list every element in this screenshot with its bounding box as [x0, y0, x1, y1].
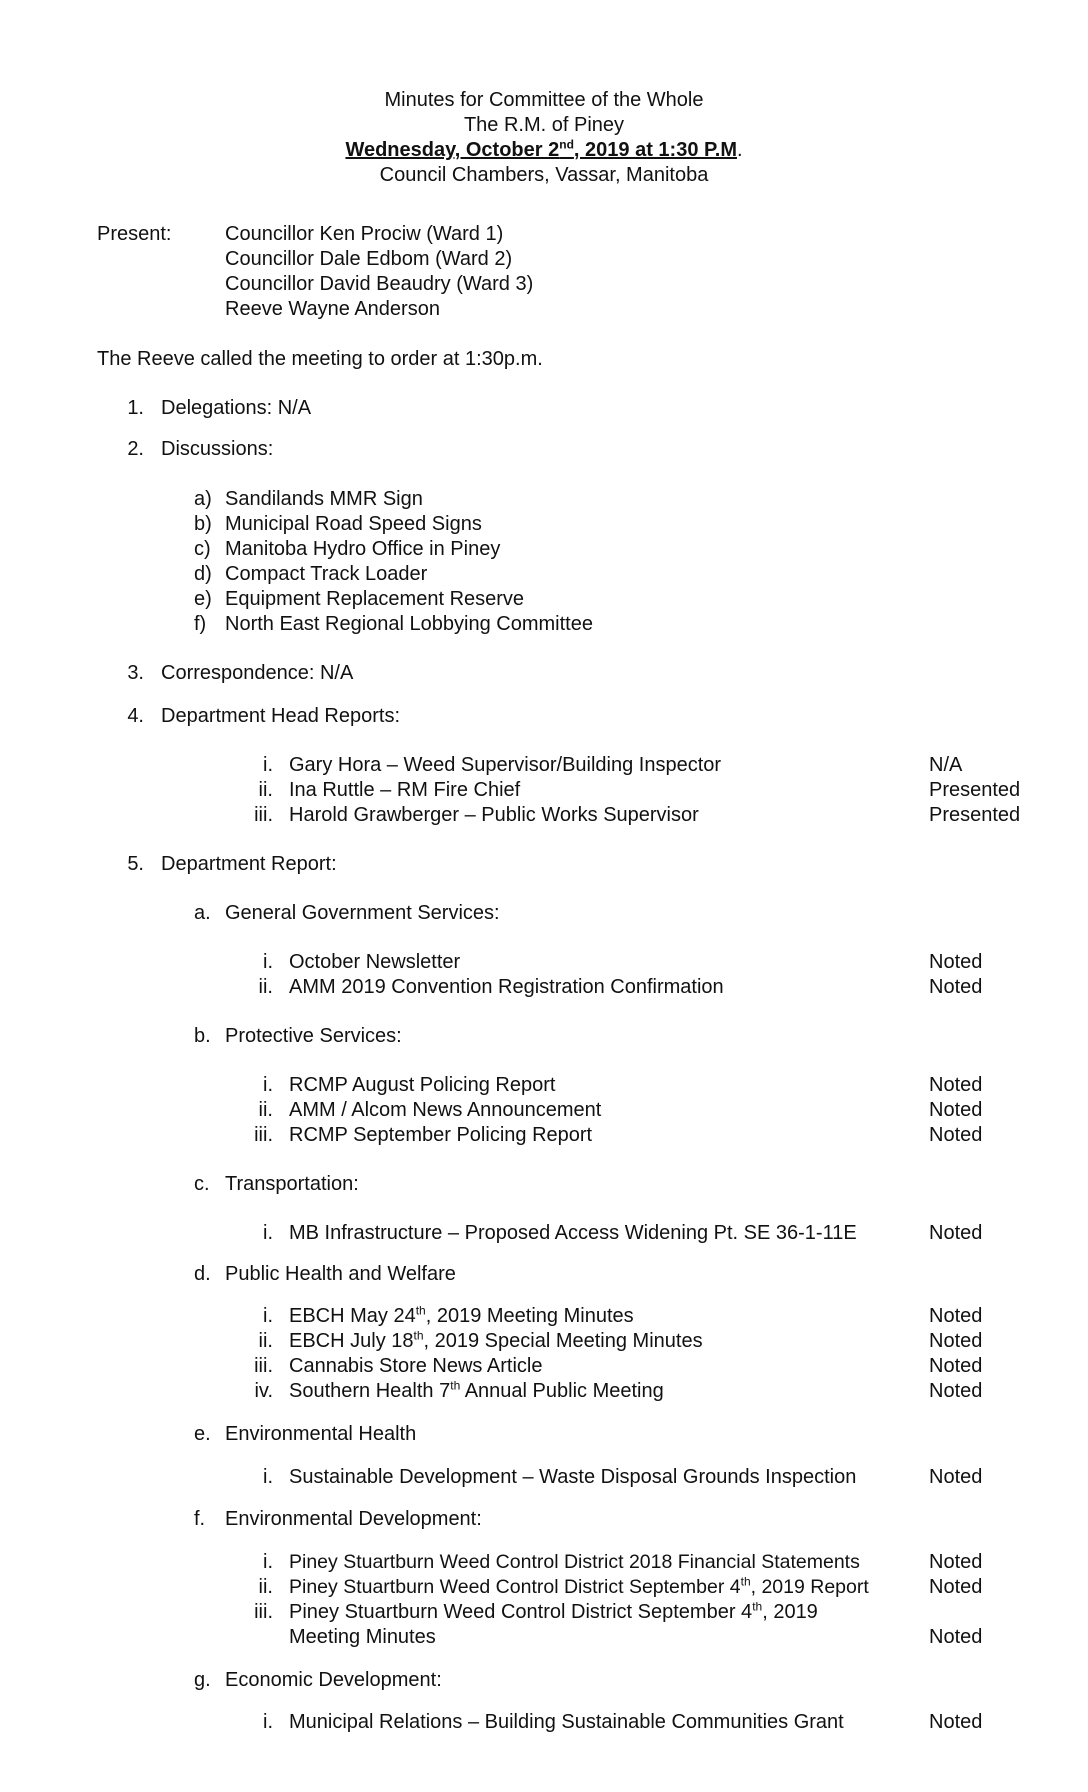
- present-name: Reeve Wayne Anderson: [225, 298, 440, 320]
- present-name: Councillor Ken Prociw (Ward 1): [225, 223, 504, 245]
- report-status: Noted: [929, 1355, 983, 1377]
- item-number: 1.: [127, 397, 144, 419]
- section-general-government: General Government Services:: [225, 902, 500, 924]
- report-status: Noted: [929, 1551, 983, 1573]
- item-discussions: Discussions:: [161, 438, 274, 460]
- report-status: Noted: [929, 1330, 983, 1352]
- present-label: Present:: [97, 223, 172, 245]
- list-letter: a): [194, 488, 212, 510]
- report-item: EBCH July 18th, 2019 Special Meeting Minutes: [289, 1328, 703, 1352]
- report-status: N/A: [929, 754, 963, 776]
- header-title: Minutes for Committee of the Whole: [384, 89, 704, 111]
- report-status: Noted: [929, 1124, 983, 1146]
- roman-numeral: ii.: [258, 976, 273, 998]
- report-item: AMM / Alcom News Announcement: [289, 1099, 602, 1121]
- item-number: 4.: [127, 705, 144, 727]
- report-item: Cannabis Store News Article: [289, 1355, 543, 1377]
- roman-numeral: iii.: [254, 1124, 273, 1146]
- report-item: RCMP August Policing Report: [289, 1074, 556, 1096]
- report-item: Municipal Relations – Building Sustainable Communities Grant: [289, 1711, 844, 1733]
- section-letter: f.: [194, 1508, 206, 1530]
- report-item: Piney Stuartburn Weed Control District September 4th, 2019: [289, 1599, 818, 1623]
- header-location: Council Chambers, Vassar, Manitoba: [379, 164, 709, 186]
- discussion-item: Equipment Replacement Reserve: [225, 588, 525, 610]
- section-environmental-development: Environmental Development:: [225, 1508, 482, 1530]
- report-item: Gary Hora – Weed Supervisor/Building Inspector: [289, 754, 722, 776]
- header-date: Wednesday, October 2nd, 2019 at 1:30 P.M: [345, 137, 737, 161]
- item-number: 2.: [127, 438, 144, 460]
- roman-numeral: i.: [263, 1222, 273, 1244]
- item-number: 5.: [127, 853, 144, 875]
- report-status: Noted: [929, 1711, 983, 1733]
- item-department-head-reports: Department Head Reports:: [161, 705, 401, 727]
- report-status: Noted: [929, 1466, 983, 1488]
- section-economic-development: Economic Development:: [225, 1669, 442, 1691]
- roman-numeral: ii.: [258, 1576, 273, 1598]
- roman-numeral: ii.: [258, 1330, 273, 1352]
- report-item: Piney Stuartburn Weed Control District September 4th, 2019 Report: [289, 1574, 869, 1598]
- header-municipality: The R.M. of Piney: [463, 114, 625, 136]
- discussion-item: Sandilands MMR Sign: [225, 488, 423, 510]
- section-letter: b.: [194, 1025, 211, 1047]
- report-item: Piney Stuartburn Weed Control District 2018 Financial Statements: [289, 1551, 860, 1573]
- report-status: Noted: [929, 1380, 983, 1402]
- roman-numeral: iii.: [254, 804, 273, 826]
- discussion-item: North East Regional Lobbying Committee: [225, 613, 593, 635]
- report-item: AMM 2019 Convention Registration Confirmation: [289, 976, 724, 998]
- section-environmental-health: Environmental Health: [225, 1423, 417, 1445]
- section-letter: a.: [194, 902, 211, 924]
- roman-numeral: i.: [263, 1466, 273, 1488]
- list-letter: b): [194, 513, 212, 535]
- report-item: RCMP September Policing Report: [289, 1124, 593, 1146]
- report-status: Noted: [929, 1099, 983, 1121]
- report-status: Presented: [929, 804, 1021, 826]
- section-protective-services: Protective Services:: [225, 1025, 402, 1047]
- list-letter: c): [194, 538, 211, 560]
- report-status: Noted: [929, 1222, 983, 1244]
- list-letter: d): [194, 563, 212, 585]
- roman-numeral: ii.: [258, 779, 273, 801]
- present-name: Councillor Dale Edbom (Ward 2): [225, 248, 513, 270]
- report-item: Southern Health 7th Annual Public Meeting: [289, 1378, 664, 1402]
- section-transportation: Transportation:: [225, 1173, 359, 1195]
- roman-numeral: iii.: [254, 1601, 273, 1623]
- report-status: Noted: [929, 1576, 983, 1598]
- section-public-health: Public Health and Welfare: [225, 1263, 456, 1285]
- item-correspondence: Correspondence: N/A: [161, 662, 354, 684]
- section-letter: c.: [194, 1173, 210, 1195]
- report-item: MB Infrastructure – Proposed Access Widening Pt. SE 36-1-11E: [289, 1222, 857, 1244]
- report-status: Presented: [929, 779, 1021, 801]
- report-item: Ina Ruttle – RM Fire Chief: [289, 779, 521, 801]
- list-letter: e): [194, 588, 212, 610]
- roman-numeral: i.: [263, 1074, 273, 1096]
- roman-numeral: iii.: [254, 1355, 273, 1377]
- document-header: [0, 88, 1088, 188]
- roman-numeral: iv.: [254, 1380, 273, 1402]
- report-status: Noted: [929, 976, 983, 998]
- report-item: Harold Grawberger – Public Works Supervisor: [289, 804, 699, 826]
- roman-numeral: ii.: [258, 1099, 273, 1121]
- report-status: Noted: [929, 1626, 983, 1648]
- report-item: EBCH May 24th, 2019 Meeting Minutes: [289, 1303, 634, 1327]
- list-letter: f): [194, 613, 207, 635]
- present-name: Councillor David Beaudry (Ward 3): [225, 273, 534, 295]
- discussion-item: Municipal Road Speed Signs: [225, 513, 482, 535]
- item-delegations: Delegations: N/A: [161, 397, 312, 419]
- discussion-item: Manitoba Hydro Office in Piney: [225, 538, 501, 560]
- report-status: Noted: [929, 951, 983, 973]
- header-date-line: Wednesday, October 2nd, 2019 at 1:30 P.M.: [345, 137, 743, 161]
- roman-numeral: i.: [263, 754, 273, 776]
- report-status: Noted: [929, 1074, 983, 1096]
- discussion-item: Compact Track Loader: [225, 563, 428, 585]
- roman-numeral: i.: [263, 1551, 273, 1573]
- call-to-order: The Reeve called the meeting to order at 1:30p.m.: [97, 348, 543, 370]
- report-item: October Newsletter: [289, 951, 461, 973]
- section-letter: g.: [194, 1669, 211, 1691]
- roman-numeral: i.: [263, 1305, 273, 1327]
- section-letter: d.: [194, 1263, 211, 1285]
- report-item: Sustainable Development – Waste Disposal Grounds Inspection: [289, 1466, 857, 1488]
- roman-numeral: i.: [263, 951, 273, 973]
- report-status: Noted: [929, 1305, 983, 1327]
- item-department-report: Department Report:: [161, 853, 337, 875]
- section-letter: e.: [194, 1423, 211, 1445]
- item-number: 3.: [127, 662, 144, 684]
- report-item-continued: Meeting Minutes: [289, 1626, 436, 1648]
- roman-numeral: i.: [263, 1711, 273, 1733]
